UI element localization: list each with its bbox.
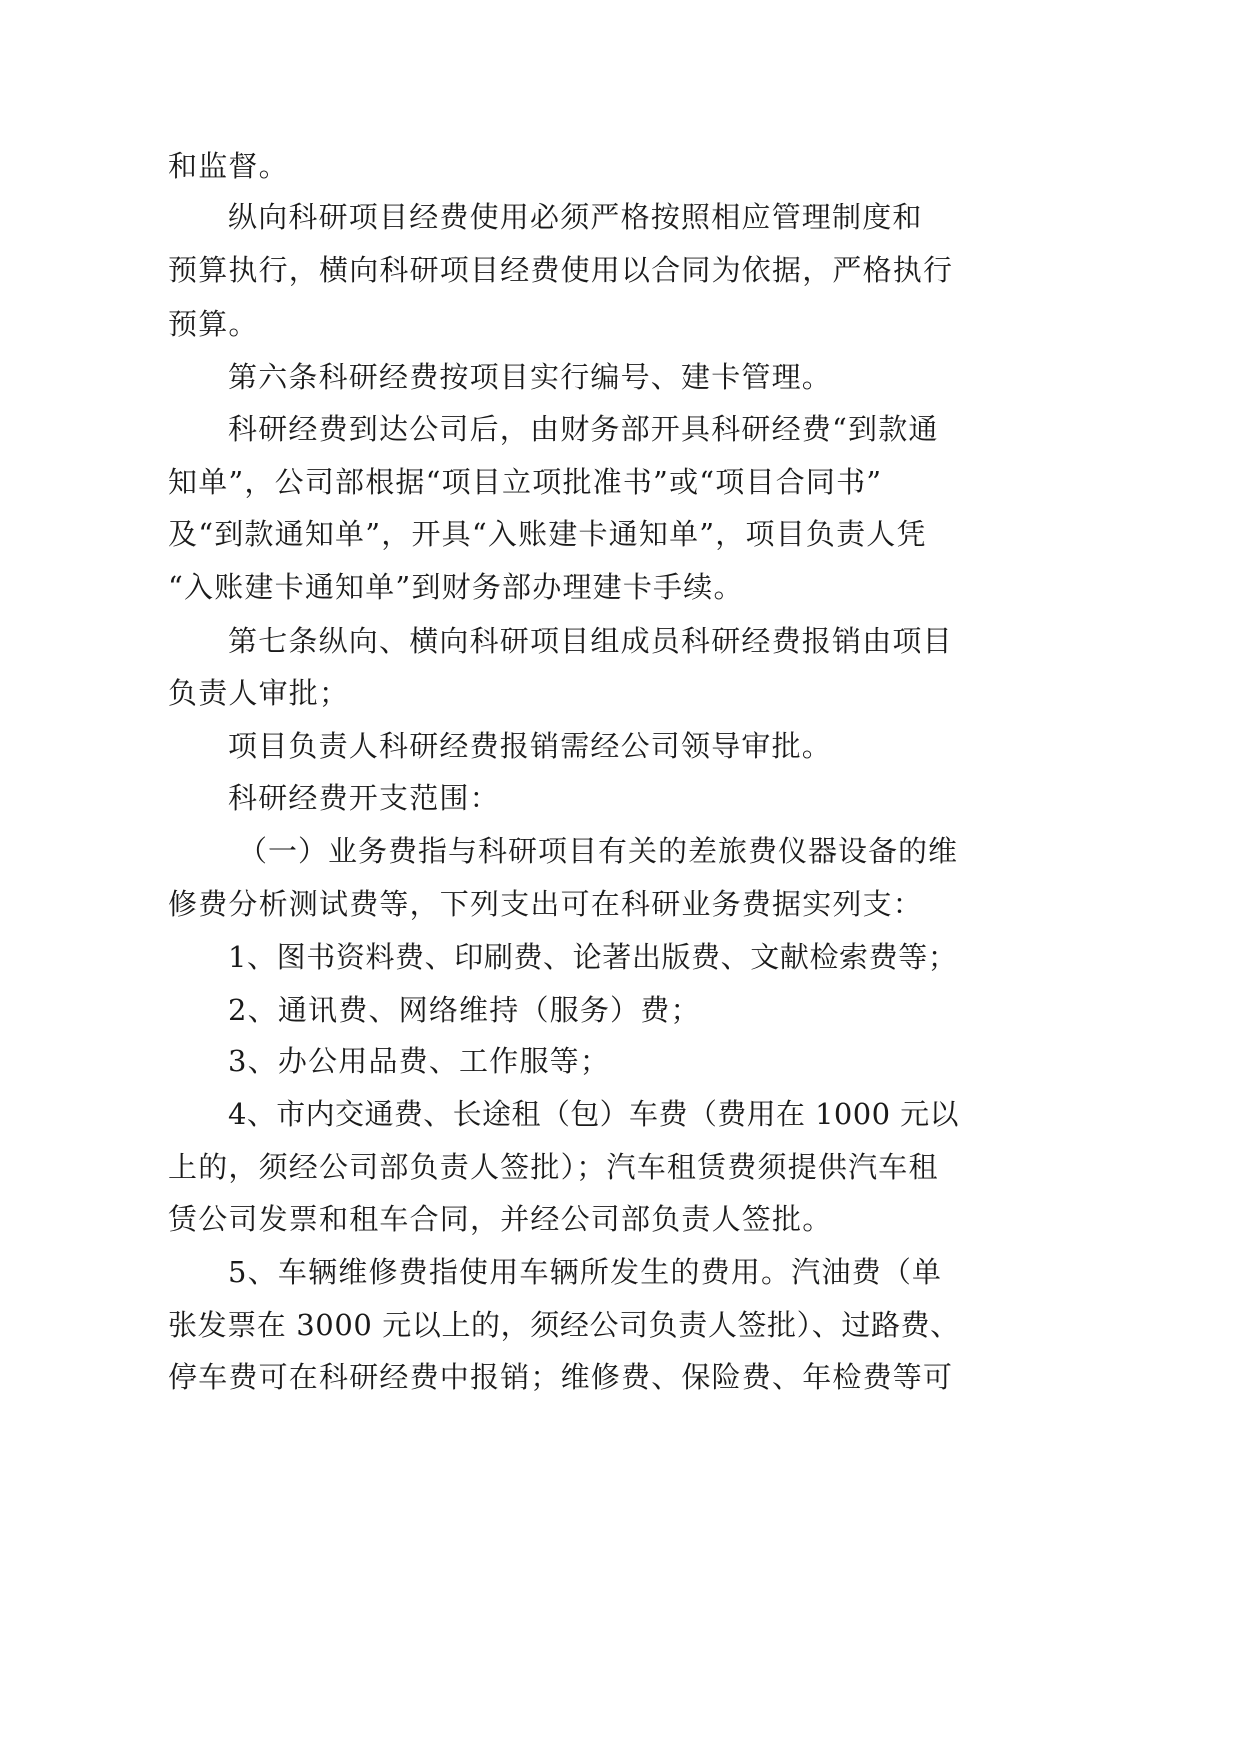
text-line: 3、办公用品费、工作服等； (228, 1044, 611, 1078)
text-line: 和监督。 (168, 149, 289, 183)
text-line: 科研经费开支范围： (228, 781, 500, 815)
text-line: 预算执行，横向科研项目经费使用以合同为依据，严格执行 (168, 253, 954, 287)
text-line: 纵向科研项目经费使用必须严格按照相应管理制度和 (228, 200, 923, 234)
text-line: 张发票在 3000 元以上的，须经公司负责人签批）、过路费、 (168, 1308, 960, 1342)
text-line: 科研经费到达公司后，由财务部开具科研经费“到款通 (228, 412, 939, 446)
text-line: 4、市内交通费、长途租（包）车费（费用在 1000 元以 (228, 1097, 959, 1131)
text-line: 2、通讯费、网络维持（服务）费； (228, 993, 701, 1027)
text-line: 赁公司发票和租车合同，并经公司部负责人签批。 (168, 1202, 833, 1236)
text-line: “入账建卡通知单”到财务部办理建卡手续。 (168, 570, 744, 604)
text-line: 5、车辆维修费指使用车辆所发生的费用。汽油费（单 (228, 1255, 943, 1289)
text-line: 项目负责人科研经费报销需经公司领导审批。 (228, 729, 833, 763)
text-line: 停车费可在科研经费中报销；维修费、保险费、年检费等可 (168, 1360, 954, 1394)
text-line: 1、图书资料费、印刷费、论著出版费、文献检索费等； (228, 940, 958, 974)
text-line: 及“到款通知单”，开具“入账建卡通知单”，项目负责人凭 (168, 517, 927, 551)
text-line: （一）业务费指与科研项目有关的差旅费仪器设备的维 (238, 834, 959, 868)
text-line: 上的，须经公司部负责人签批）；汽车租赁费须提供汽车租 (168, 1150, 939, 1184)
text-line: 预算。 (168, 307, 259, 341)
text-line: 修费分析测试费等，下列支出可在科研业务费据实列支： (168, 887, 924, 921)
text-line: 第六条科研经费按项目实行编号、建卡管理。 (228, 360, 833, 394)
text-line: 知单”，公司部根据“项目立项批准书”或“项目合同书” (168, 465, 883, 499)
text-line: 负责人审批； (168, 676, 350, 710)
text-line: 第七条纵向、横向科研项目组成员科研经费报销由项目 (228, 624, 953, 658)
